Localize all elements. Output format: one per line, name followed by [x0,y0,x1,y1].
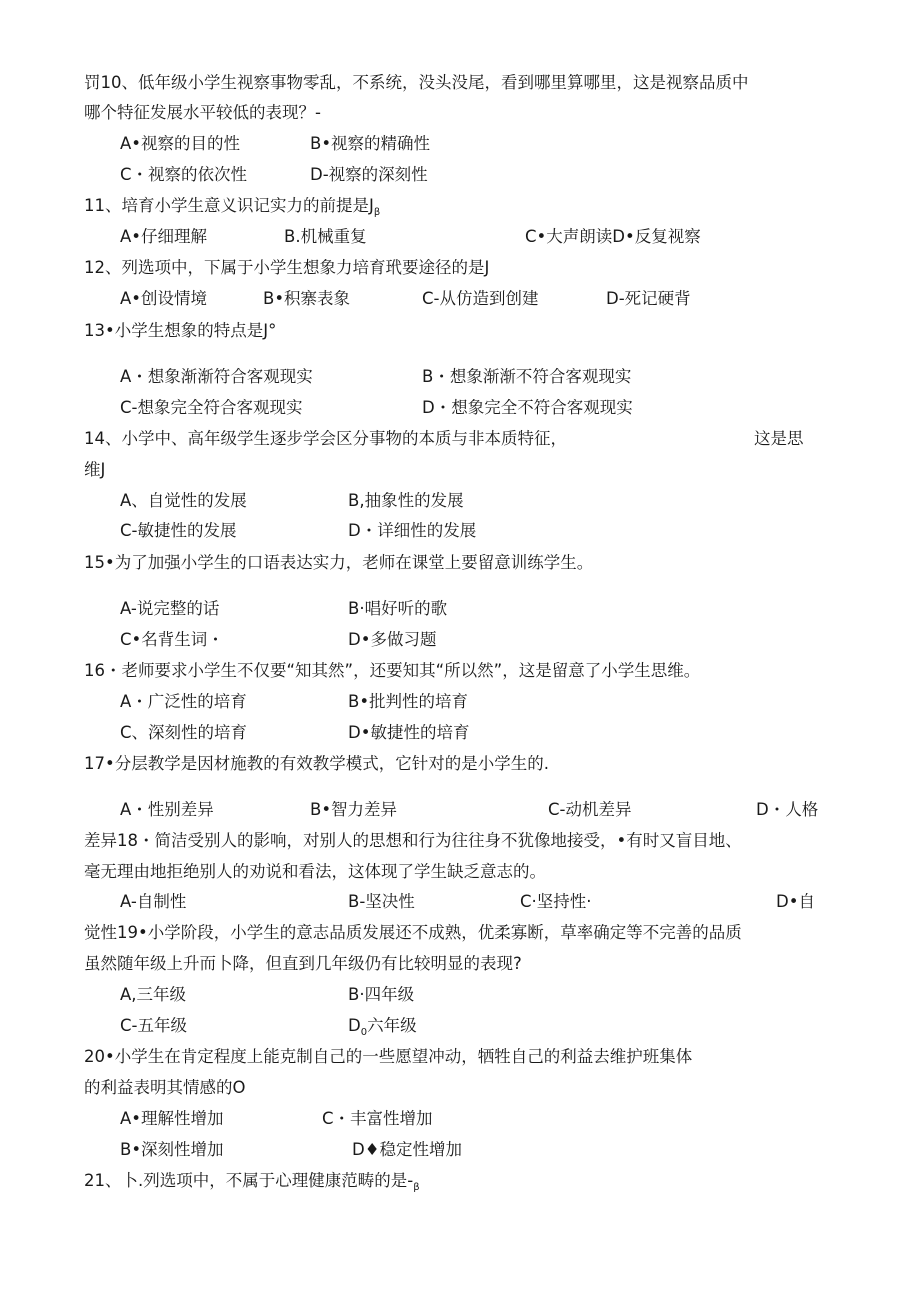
q19-option-d-text: 六年级 [367,1016,417,1035]
q13-stem: 13•小学生想象的特点是J° [84,321,277,340]
q12-option-b: B•积寨表象 [263,289,351,308]
q15-option-c: C•名背生词・ [120,630,224,649]
q13-option-c: C-想象完全符合客观现实 [120,398,303,417]
q20-option-b: B•深刻性增加 [120,1140,224,1159]
q10-option-b: B•视察的精确性 [310,134,431,153]
q20-option-a: A•理解性增加 [120,1109,224,1128]
q16-stem: 16・老师要求小学生不仅要“知其然”，还要知其“所以然”，这是留意了小学生思维。 [84,661,701,680]
q15-option-d: D•多做习题 [348,630,437,649]
q14-stem-right: 这是思 [754,429,804,448]
q11-option-cd: C•大声朗读D•反复视察 [525,227,701,246]
q12-stem: 12、列选项中，下属于小学生想象力培育玳要途径的是J [84,258,490,277]
q14-option-c: C-敏捷性的发展 [120,521,237,540]
q17-option-b: B•智力差异 [310,800,398,819]
q19-option-b: B·四年级 [348,985,415,1004]
q20-stem-line1: 20•小学生在肯定程度上能克制自己的一些愿望冲动，牺牲自己的利益去维护班集体 [84,1047,693,1066]
q18-option-a: A-自制性 [120,892,187,911]
q14-option-d: D・详细性的发展 [348,521,477,540]
q18-stem-line1: 差异18・简洁受别人的影响，对别人的思想和行为往往身不犹像地接受，•有时又盲目地、 [84,831,742,850]
q14-stem-line2: 维J [84,460,106,479]
q20-stem-line2: 的利益表明其情感的O [84,1078,246,1097]
q17-option-a: A・性别差异 [120,800,214,819]
q19-stem-line2: 虽然随年级上升而卜降，但直到几年级仍有比较明显的表现? [84,954,522,973]
q15-stem: 15•为了加强小学生的口语表达实力，老师在课堂上要留意训练学生。 [84,553,594,572]
q10-option-d: D-视察的深刻性 [310,165,428,184]
q14-option-a: A、自觉性的发展 [120,491,247,510]
q18-option-b: B-坚决性 [348,892,415,911]
q10-option-c: C・视察的依次性 [120,165,248,184]
q20-option-c: C・丰富性增加 [322,1109,433,1128]
q17-option-d: D・人格 [756,800,819,819]
q18-option-c: C·坚持性· [520,892,592,911]
q18-option-d: D•自 [776,892,815,911]
q10-option-a: A•视察的目的性 [120,134,241,153]
q11-option-b: B.机械重复 [284,227,367,246]
q16-option-c: C、深刻性的培育 [120,723,248,742]
q15-option-a: A-说完整的话 [120,599,220,618]
q19-option-d-letter: D [348,1016,361,1035]
q21-stem-text: 21、卜.列选项中，不属于心理健康范畴的是- [84,1171,414,1190]
q14-stem-left: 14、小学中、高年级学生逐步学会区分事物的本质与非本质特征， [84,429,567,448]
q18-stem-line2: 毫无理由地拒绝别人的劝说和看法，这体现了学生缺乏意志的。 [84,862,546,881]
q15-option-b: B·唱好听的歌 [348,599,448,618]
q13-option-b: B・想象渐渐不符合客观现实 [422,367,632,386]
q11-stem [84,195,380,220]
q19-option-d-sub: 0 [360,1027,368,1038]
q16-option-a: A・广泛性的培育 [120,692,247,711]
q12-option-d: D-死记硬背 [606,289,691,308]
q19-stem-line1: 觉性19•小学阶段，小学生的意志品质发展还不成熟，优柔寡断，草率确定等不完善的品质 [84,923,742,942]
q20-option-d: D♦稳定性增加 [352,1140,462,1159]
q10-stem-line1: 罚10、低年级小学生视察事物零乱，不系统，没头没尾，看到哪里算哪里，这是视察品质中 [84,73,749,92]
q11-stem-sub: β [373,207,381,218]
q11-stem-text: 11、培育小学生意义识记实力的前提是J [84,196,374,215]
q13-option-a: A・想象渐渐符合客观现实 [120,367,313,386]
q21-stem [84,1170,420,1195]
q21-stem-sub: β [413,1182,420,1193]
q12-option-a: A•创设情境 [120,289,208,308]
q19-option-c: C-五年级 [120,1016,187,1035]
q17-stem: 17•分层教学是因材施教的有效教学模式，它针对的是小学生的. [84,754,549,773]
q12-option-c: C-从仿造到创建 [422,289,539,308]
q11-option-a: A•仔细理解 [120,227,208,246]
q19-option-d [348,1015,417,1040]
q16-option-d: D•敏捷性的培育 [348,723,470,742]
q13-option-d: D・想象完全不符合客观现实 [422,398,633,417]
q16-option-b: B•批判性的培育 [348,692,469,711]
q19-option-a: A,三年级 [120,985,187,1004]
q14-option-b: B,抽象性的发展 [348,491,464,510]
q17-option-c: C-动机差异 [548,800,632,819]
q10-stem-line2: 哪个特征发展水平较低的表现？- [84,103,321,122]
